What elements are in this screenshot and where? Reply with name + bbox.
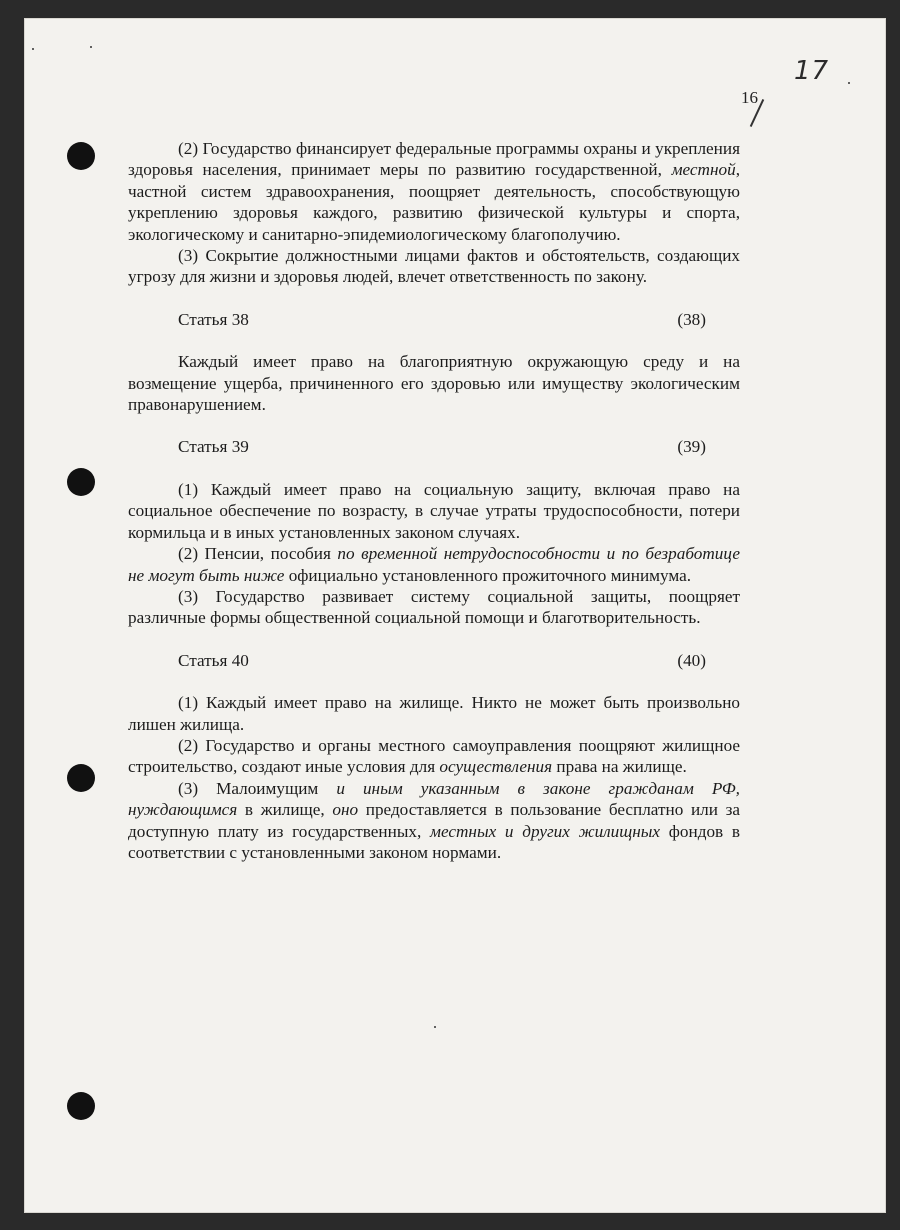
handwritten-page-number: 17 <box>794 56 830 86</box>
article-heading <box>128 650 740 671</box>
article-title: Статья 40 <box>178 650 249 670</box>
punch-hole <box>67 142 95 170</box>
article-heading <box>128 309 740 330</box>
article-ref: (40) <box>677 650 706 670</box>
paragraph: (3) Государство развивает систему социальной защиты, поощряет различные формы общественной социальной помощи и благотворительность. <box>128 586 740 628</box>
paragraph: (2) Государство и органы местного самоуправления поощряют жилищное строительство, создают иные условия для осуществления права на жилище. <box>128 735 740 777</box>
punch-hole <box>67 468 95 496</box>
article-ref: (38) <box>677 309 706 329</box>
document-page <box>24 18 886 1213</box>
article-ref: (39) <box>677 437 706 457</box>
punch-hole <box>67 764 95 792</box>
paragraph: (1) Каждый имеет право на социальную защиту, включая право на социальное обеспечение по возрасту, в случае утраты трудоспособности, потери кормильца и в иных установленных законом случаях. <box>128 479 740 542</box>
scan-speck <box>848 82 850 84</box>
paragraph: (2) Государство финансирует федеральные программы охраны и укрепления здоровья населения, принимает меры по развитию государственной, местной, частной систем здравоохранения, поощряет деятельность, способствующую укреплению здоровья каждого, развитию физической культуры и спорта, экологическому и санитарно-эпидемиологическому благополучию. <box>128 139 740 244</box>
paragraph: (1) Каждый имеет право на жилище. Никто не может быть произвольно лишен жилища. <box>128 693 740 734</box>
paragraph: (3) Сокрытие должностными лицами фактов и обстоятельств, создающих угрозу для жизни и здоровья людей, влечет ответственность по закону. <box>128 246 740 287</box>
document-body <box>128 138 740 863</box>
scan-speck <box>32 48 34 50</box>
scan-speck <box>434 1026 436 1028</box>
article-heading <box>128 436 740 457</box>
paragraph: (2) Пенсии, пособия по временной нетрудоспособности и по безработице не могут быть ниже официально установленного прожиточного минимума. <box>128 544 740 585</box>
scan-speck <box>90 46 92 48</box>
article-title: Статья 38 <box>178 309 249 329</box>
page-number: 16 <box>741 88 758 107</box>
punch-hole <box>67 1092 95 1120</box>
article-title: Статья 39 <box>178 437 249 457</box>
paragraph: Каждый имеет право на благоприятную окружающую среду и на возмещение ущерба, причиненного его здоровью или имуществу экологическим правонарушением. <box>128 352 740 415</box>
paragraph: (3) Малоимущим и иным указанным в законе гражданам РФ, нуждающимся в жилище, оно предоставляется в пользование бесплатно или за доступную плату из государственных, местных и других жилищных фондов в соответствии с установленными законом нормами. <box>128 778 741 862</box>
